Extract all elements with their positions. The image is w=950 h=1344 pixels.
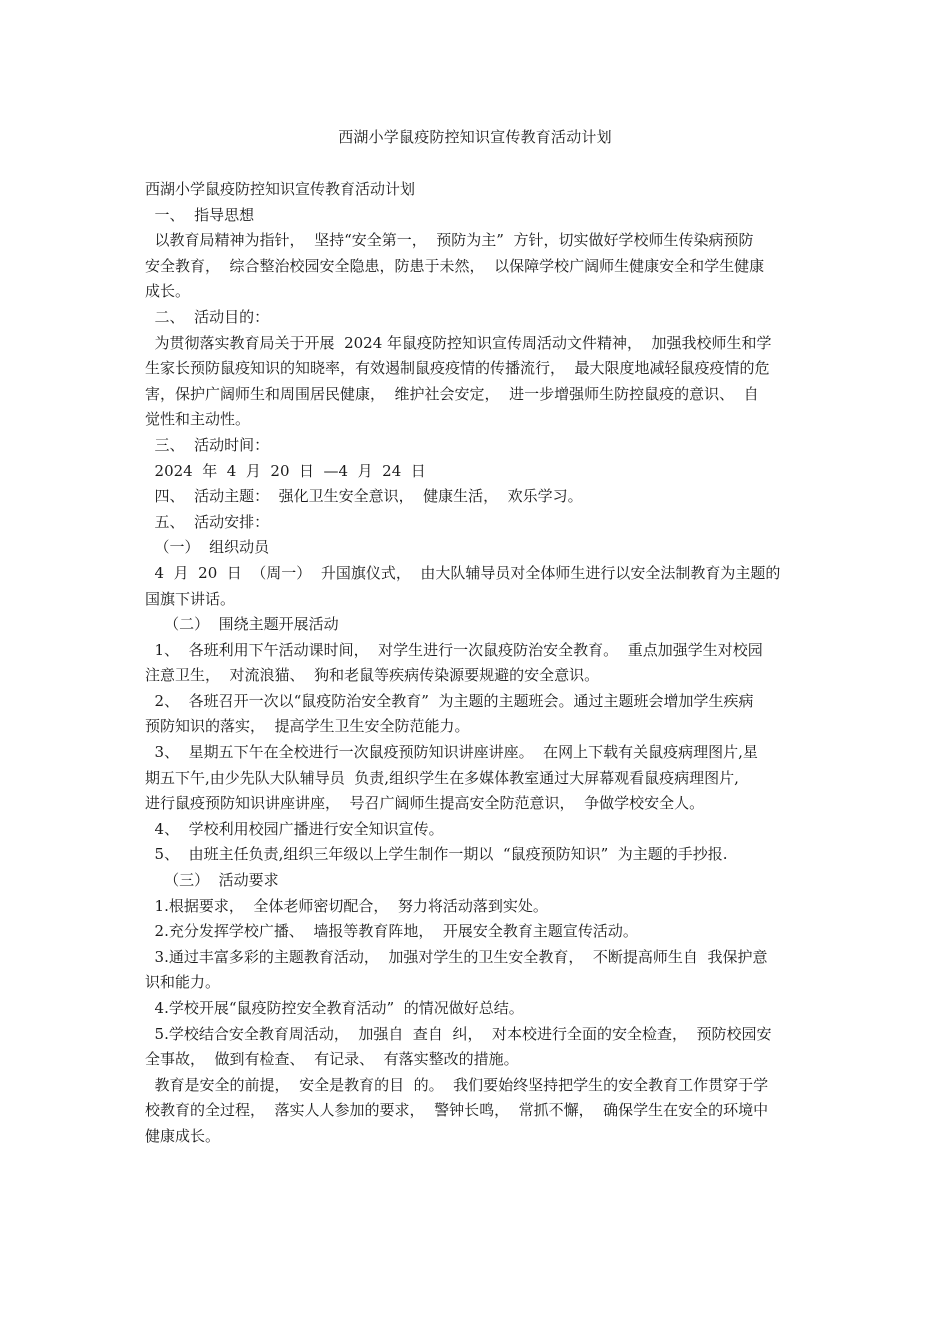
body-line: 进行鼠疫预防知识讲座讲座， 号召广阔师生提高安全防范意识， 争做学校安全人。 bbox=[145, 794, 705, 813]
body-line: 西湖小学鼠疫防控知识宣传教育活动计划 bbox=[145, 180, 416, 198]
body-line: 教育是安全的前提， 安全是教育的目 的。 我们要始终坚持把学生的安全教育工作贯穿于学 bbox=[145, 1075, 769, 1094]
body-line: 3、 星期五下午在全校进行一次鼠疫预防知识讲座讲座。 在网上下载有关鼠疫病理图片,星 bbox=[145, 743, 758, 762]
body-line: 4、 学校利用校园广播进行安全知识宣传。 bbox=[145, 819, 444, 838]
body-line: 5、 由班主任负责,组织三年级以上学生制作一期以 “鼠疫预防知识” 为主题的手抄报. bbox=[145, 845, 728, 864]
body-line: 3.通过丰富多彩的主题教育活动， 加强对学生的卫生安全教育， 不断提高师生自 我保护意 bbox=[145, 947, 768, 966]
body-line: 觉性和主动性。 bbox=[145, 410, 251, 429]
body-line: 4 月 20 日 （周一） 升国旗仪式， 由大队辅导员对全体师生进行以安全法制教育为主题的 bbox=[145, 563, 781, 582]
body-line: 期五下午,由少先队大队辅导员 负责,组织学生在多媒体教室通过大屏幕观看鼠疫病理图片, bbox=[145, 768, 739, 787]
body-line: 国旗下讲话。 bbox=[145, 589, 236, 608]
body-line: 4.学校开展“鼠疫防控安全教育活动” 的情况做好总结。 bbox=[145, 999, 524, 1017]
body-line: 识和能力。 bbox=[145, 973, 221, 992]
body-line: 注意卫生， 对流浪猫、 狗和老鼠等疾病传染源要规避的安全意识。 bbox=[145, 666, 600, 685]
body-line: 四、 活动主题： 强化卫生安全意识， 健康生活， 欢乐学习。 bbox=[145, 487, 583, 506]
body-line: 2、 各班召开一次以“鼠疫防治安全教育” 为主题的主题班会。通过主题班会增加学生疾病 bbox=[145, 691, 754, 710]
body-line: 三、 活动时间： bbox=[145, 435, 270, 454]
body-line: 害，保护广阔师生和周围居民健康， 维护社会安定， 进一步增强师生防控鼠疫的意识、 自 bbox=[145, 384, 759, 403]
body-line: 一、 指导思想 bbox=[145, 205, 255, 224]
body-line: （三） 活动要求 bbox=[145, 871, 279, 890]
document-title: 西湖小学鼠疫防控知识宣传教育活动计划 bbox=[338, 128, 612, 146]
body-line: 健康成长。 bbox=[145, 1126, 221, 1145]
body-line: （二） 围绕主题开展活动 bbox=[145, 615, 339, 634]
body-line: 安全教育， 综合整治校园安全隐患，防患于未然， 以保障学校广阔师生健康安全和学生健康 bbox=[145, 256, 765, 275]
body-line: 校教育的全过程， 落实人人参加的要求， 警钟长鸣， 常抓不懈， 确保学生在安全的环境中 bbox=[145, 1101, 769, 1120]
body-line: 二、 活动目的： bbox=[145, 307, 270, 326]
body-line: 五、 活动安排： bbox=[145, 512, 270, 531]
document-body bbox=[145, 177, 810, 1150]
body-line: 2.充分发挥学校广播、 墙报等教育阵地， 开展安全教育主题宣传活动。 bbox=[145, 922, 638, 941]
body-line: 5.学校结合安全教育周活动， 加强自 查自 纠， 对本校进行全面的安全检查， 预防校园安 bbox=[145, 1024, 772, 1043]
body-line: 全事故， 做到有检查、 有记录、 有落实整改的措施。 bbox=[145, 1050, 519, 1069]
body-line: 2024 年 4 月 20 日 —4 月 24 日 bbox=[145, 461, 426, 480]
body-line: （一） 组织动员 bbox=[145, 538, 270, 557]
body-line: 1.根据要求， 全体老师密切配合， 努力将活动落到实处。 bbox=[145, 896, 548, 915]
body-line: 预防知识的落实， 提高学生卫生安全防范能力。 bbox=[145, 717, 470, 736]
body-line: 1、 各班利用下午活动课时间， 对学生进行一次鼠疫防治安全教育。 重点加强学生对校园 bbox=[145, 640, 763, 659]
body-line: 生家长预防鼠疫知识的知晓率，有效遏制鼠疫疫情的传播流行， 最大限度地减轻鼠疫疫情的危 bbox=[145, 359, 770, 378]
body-line: 以教育局精神为指针， 坚持“安全第一， 预防为主” 方针，切实做好学校师生传染病预防 bbox=[145, 231, 754, 250]
body-line: 为贯彻落实教育局关于开展 2024 年鼠疫防控知识宣传周活动文件精神， 加强我校师生和学 bbox=[145, 333, 772, 352]
body-line: 成长。 bbox=[145, 282, 191, 301]
